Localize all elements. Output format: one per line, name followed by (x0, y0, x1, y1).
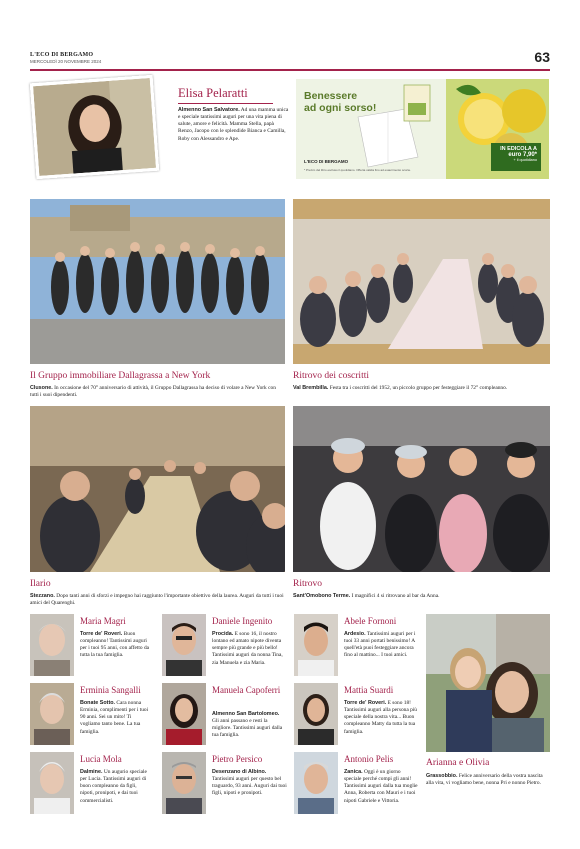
coscritti-body: Festa tra i coscritti del 1952, un piccolo gruppo per festeggiare il 72° compleanno. (329, 385, 508, 391)
elisa-place: Almenno San Salvatore. (178, 107, 240, 113)
page-number: 63 (534, 49, 550, 65)
manuela-capoferri-photo (162, 683, 206, 745)
ilario-title: Ilario (30, 579, 51, 589)
arianna-olivia-body: Felice anniversario della vostra nascita alla vita, vi vogliamo bene, nonna Pri e nonno Pietro. (426, 773, 543, 787)
abele-fornoni-place: Ardesio. (344, 631, 366, 637)
elisa-body: Ad una mamma unica e speciale tantissimi auguri per una vita piena di salute, amore e felicità. Mamma Stella, papà Renzo, Jacopo con le splendide Bianca e Camilla, Roby con Alessandro e Ape. (178, 107, 289, 142)
antonio-pelis-title: Antonio Pelis (344, 754, 394, 764)
lucia-mola-body: Un augurio speciale per Lucia. Tantissimi auguri di buon compleanno da figli, nipoti, pronipoti, e dai tuoi commercialisti. (80, 769, 147, 804)
abele-fornoni-title: Abele Fornoni (344, 616, 397, 626)
ritrovo-title: Ritrovo (293, 579, 323, 589)
gruppo-text (30, 385, 285, 399)
daniele-ingenito-body: E sono 16, il nostro lontano ed amato nipote diventa sempre più grande e più bello! Tantissimi auguri da nonna Tina, zia Manuela e zia Maria. (212, 631, 283, 666)
ritrovo-place: Sant'Omobono Terme. (293, 593, 351, 599)
arianna-olivia-title: Arianna e Olivia (426, 758, 490, 768)
daniele-ingenito-place: Procida. (212, 631, 234, 637)
pietro-persico-text (212, 769, 287, 798)
abele-fornoni-photo (294, 614, 338, 676)
elisa-title: Elisa Pelaratti (178, 86, 248, 100)
ad-title-line-1: Benessere (304, 90, 358, 102)
maria-magri-place: Torre de' Roveri. (80, 631, 123, 637)
erminia-sangalli-title: Erminia Sangalli (80, 685, 141, 695)
coscritti-title: Ritrovo dei coscritti (293, 371, 369, 381)
pietro-persico-body: Tantissimi auguri per questo bel traguardo, 93 anni. Auguri dai tuoi figli, nipoti e pronipoti. (212, 776, 287, 797)
maria-magri-photo (30, 614, 74, 676)
erminia-sangalli-text (80, 700, 150, 736)
ilario-body: Dopo tanti anni di sforzi e impegno hai raggiunto l'importante obiettivo della laurea. Auguri da tutti i tuoi amici del Quarenghi. (30, 593, 284, 607)
ad-publisher-logo: L'ECO DI BERGAMO (304, 159, 349, 164)
pietro-persico-place: Desenzano di Albino. (212, 769, 267, 775)
antonio-pelis-place: Zanica. (344, 769, 363, 775)
elisa-text (178, 107, 290, 143)
daniele-ingenito-title: Daniele Ingenito (212, 616, 273, 626)
newspaper-name: L'ECO DI BERGAMO (30, 52, 94, 58)
ad-fine-print: * Prezzo del libro escluso il quotidiano. Offerta valida fino ad esaurimento scorte. (304, 168, 412, 172)
advertisement-banner[interactable] (296, 79, 549, 179)
ritrovo-body: I magnifici 4 si ritrovano al bar da Anna. (351, 593, 440, 599)
mattia-suardi-text (344, 700, 419, 736)
antonio-pelis-body: Oggi è un giorno speciale perché compi gli anni! Tantissimi auguri dalla tua moglie Anna, Roberta con Mauri e i tuoi nipoti Gabriele e Vittoria. (344, 769, 418, 804)
abele-fornoni-body: Tantissimi auguri per i tuoi 33 anni portati benissimo! A quell'età puoi festeggiare ancora fino al mattino... I tuoi amici. (344, 631, 416, 659)
daniele-ingenito-text (212, 631, 287, 667)
erminia-sangalli-photo (30, 683, 74, 745)
erminia-sangalli-place: Bonate Sotto. (80, 700, 116, 706)
lucia-mola-place: Dalmine. (80, 769, 103, 775)
issue-date: MERCOLEDÌ 20 NOVEMBRE 2024 (30, 59, 102, 64)
ritrovo-photo (293, 406, 550, 572)
antonio-pelis-text (344, 769, 419, 805)
gruppo-new-york-photo (30, 199, 285, 364)
ilario-text (30, 593, 285, 607)
coscritti-photo (293, 199, 550, 364)
pietro-persico-title: Pietro Persico (212, 754, 263, 764)
manuela-capoferri-body: Gli anni passano e resti la migliore. Tantissimi auguri dalla tua famiglia. (212, 718, 283, 739)
maria-magri-title: Maria Magri (80, 616, 126, 626)
maria-magri-body: Buon compleanno! Tantissimi auguri per i tuoi 95 anni, con affetto da tutta la tua famiglia. (80, 631, 150, 659)
ad-title (304, 91, 376, 114)
lucia-mola-title: Lucia Mola (80, 754, 122, 764)
mattia-suardi-body: E sono 18! Tantissimi auguri alla persona più speciale della nostra vita... Buon compleanno Matty da tutta la tua famiglia. (344, 700, 417, 735)
manuela-capoferri-place: Almenno San Bartolomeo. (212, 711, 280, 717)
gruppo-body: In occasione del 70° anniversario di attività, il Gruppo Dallagrassa ha deciso di volare a New York con tutti i suoi dipendenti. (30, 385, 276, 399)
daniele-ingenito-photo (162, 614, 206, 676)
ad-badge-price: euro 7,90* (508, 152, 537, 158)
erminia-sangalli-body: Cara nonna Erminia, complimenti per i tuoi 90 anni. Sei un mito! Ti vogliamo tanto bene. La tua famiglia. (80, 700, 149, 735)
mattia-suardi-place: Torre de' Roveri. (344, 700, 387, 706)
elisa-title-rule (178, 103, 273, 104)
ad-title-line-2: ad ogni sorso! (304, 101, 377, 114)
ilario-place: Stezzano. (30, 593, 55, 599)
mattia-suardi-photo (294, 683, 338, 745)
elisa-portrait-photo (30, 75, 159, 179)
lucia-mola-text (80, 769, 150, 805)
manuela-capoferri-text (212, 711, 287, 740)
manuela-capoferri-title: Manuela Capoferri (212, 685, 281, 695)
arianna-olivia-photo (426, 614, 550, 752)
abele-fornoni-text (344, 631, 419, 660)
ritrovo-text (293, 593, 548, 600)
lucia-mola-photo (30, 752, 74, 814)
mattia-suardi-title: Mattia Suardi (344, 685, 394, 695)
coscritti-text (293, 385, 548, 392)
ad-badge-line-1: IN EDICOLA A (500, 146, 537, 152)
antonio-pelis-photo (294, 752, 338, 814)
gruppo-place: Clusone. (30, 385, 53, 391)
arianna-olivia-place: Grassobbio. (426, 773, 458, 779)
header-rule (30, 69, 550, 71)
ad-price-badge (491, 143, 541, 171)
ad-badge-line-3: + il quotidiano (513, 158, 537, 162)
gruppo-title: Il Gruppo immobiliare Dallagrassa a New York (30, 371, 211, 381)
ilario-photo (30, 406, 285, 572)
coscritti-place: Val Brembilla. (293, 385, 329, 391)
pietro-persico-photo (162, 752, 206, 814)
arianna-olivia-text (426, 773, 550, 787)
maria-magri-text (80, 631, 150, 660)
